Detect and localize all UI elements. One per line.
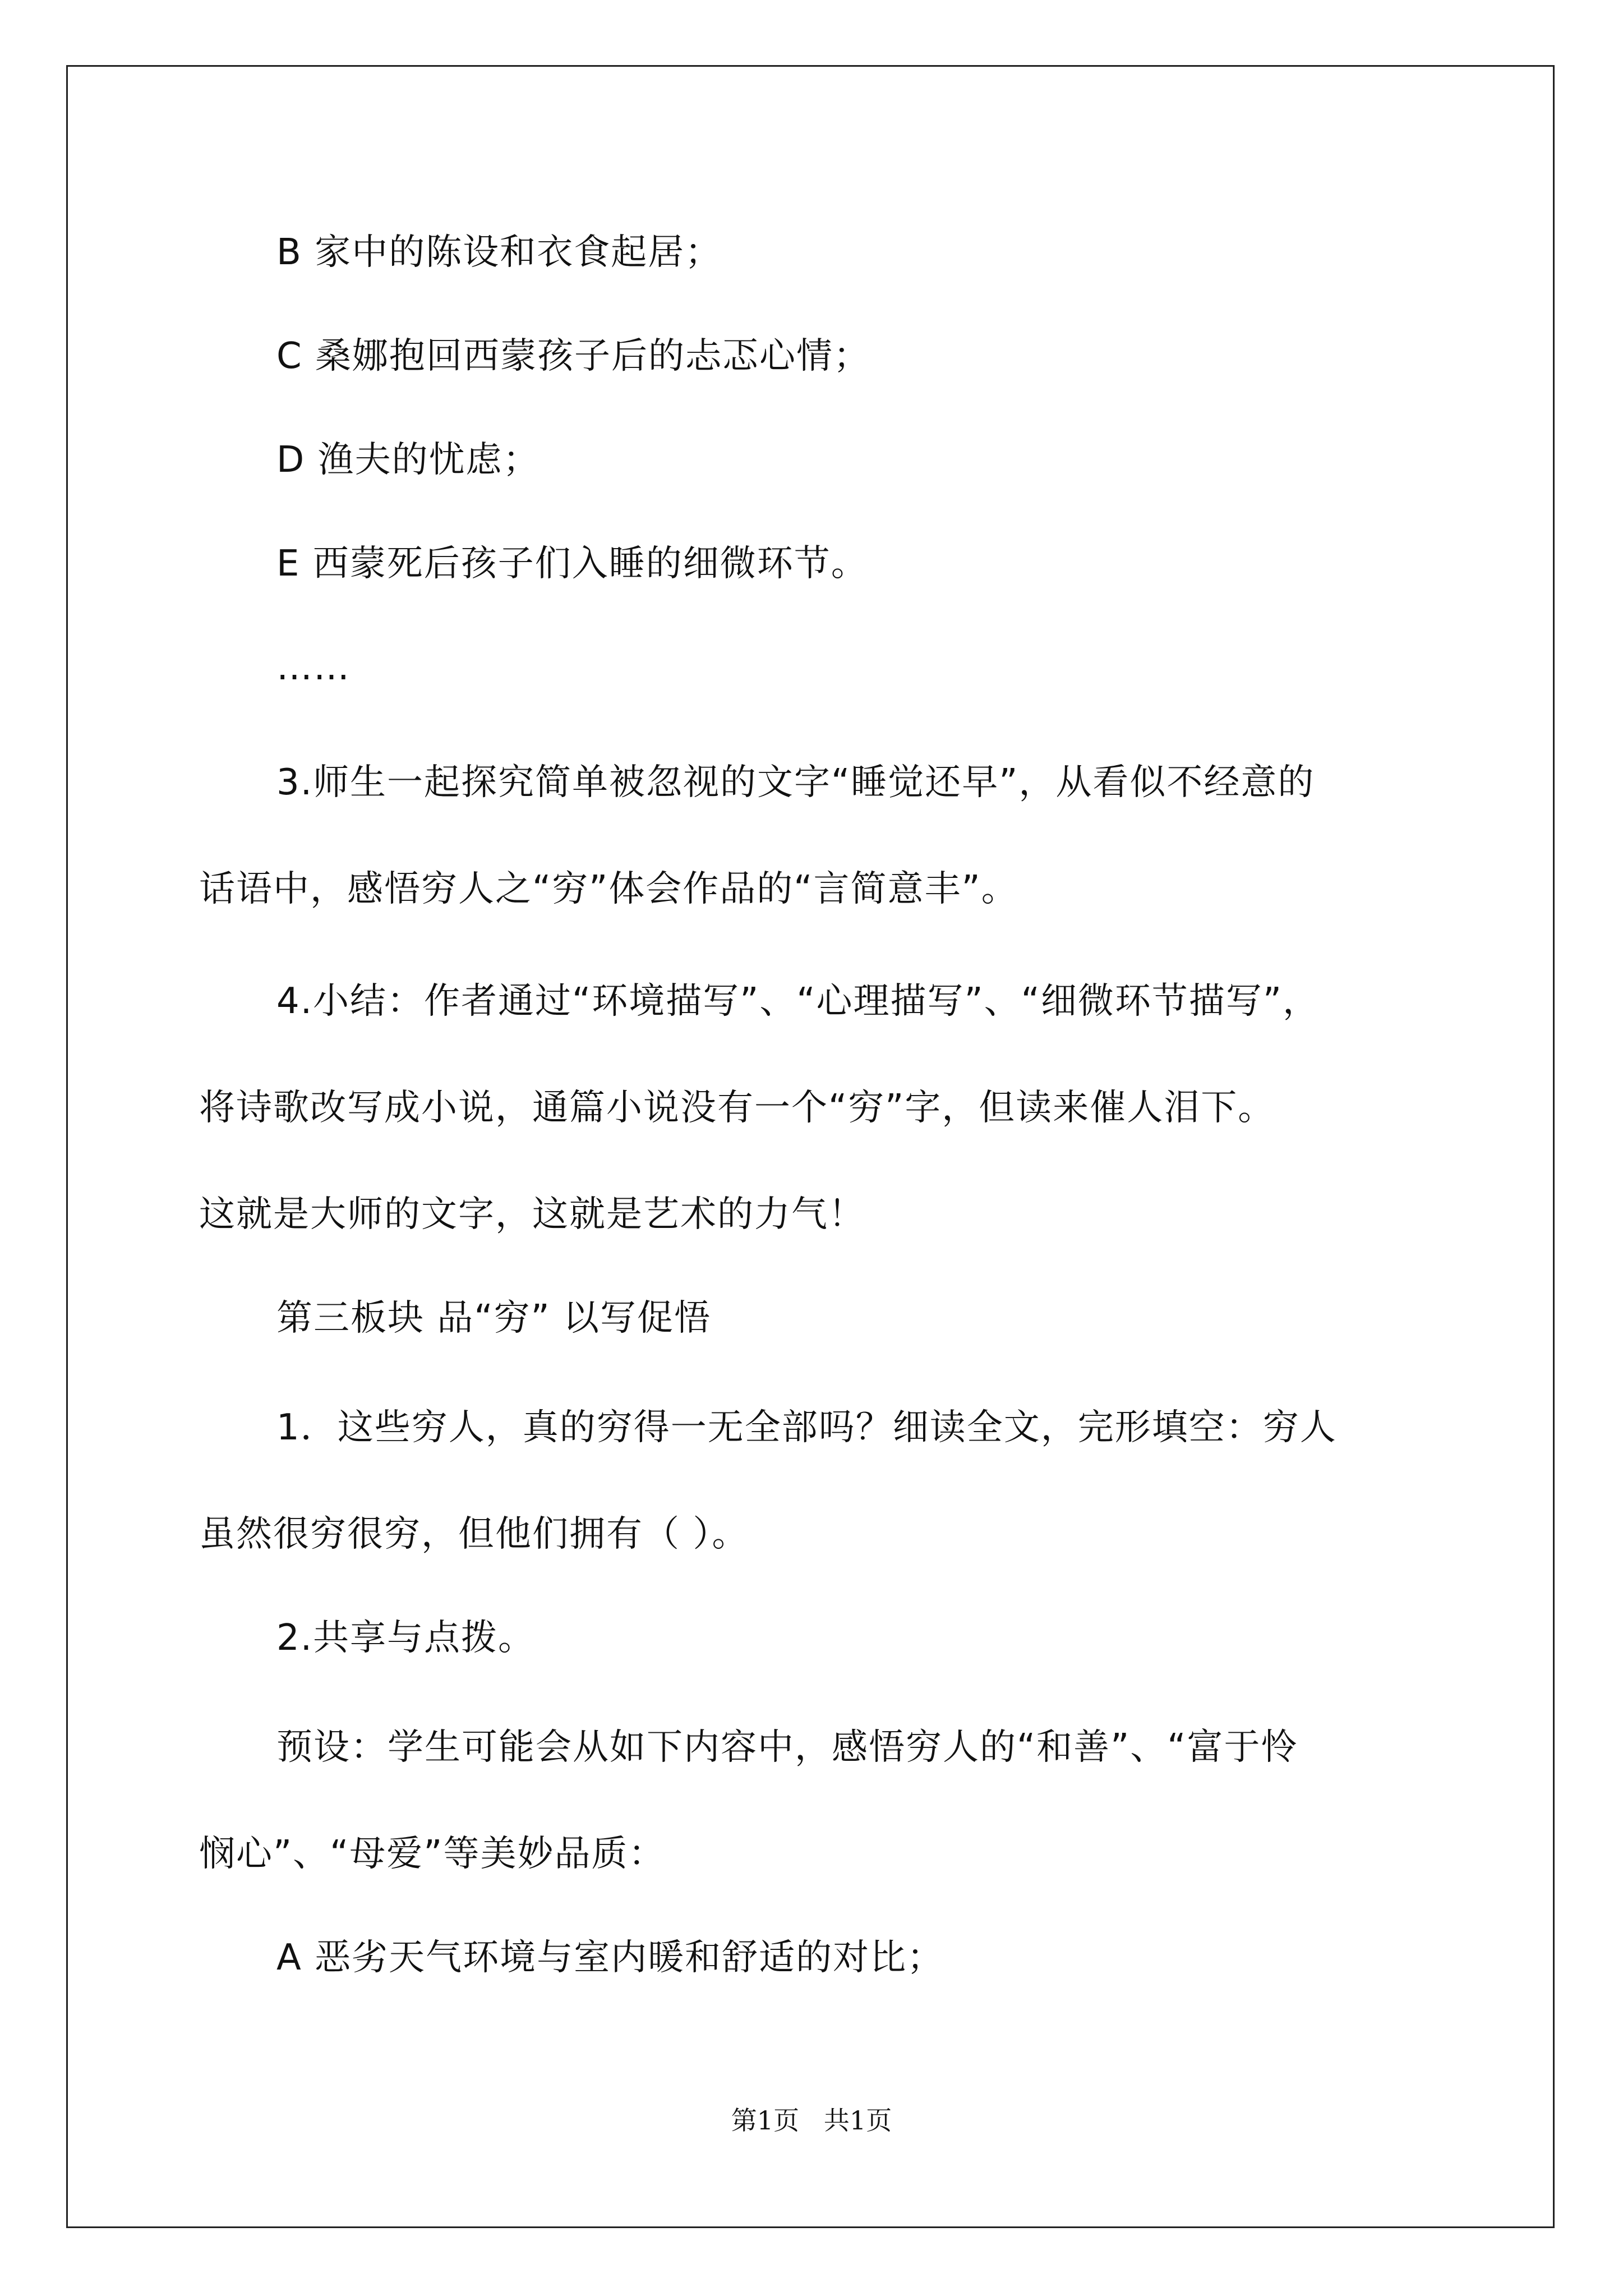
page-footer: 第1页 共1页 (731, 2105, 892, 2136)
paragraph-3-line-1: 3.师生一起探究简单被忽视的文字“睡觉还早”，从看似不经意的 (276, 762, 1315, 803)
item-2-line: 2.共享与点拨。 (276, 1617, 536, 1659)
question-1-line-2: 虽然很穷很穷，但他们拥有（ ）。 (199, 1513, 749, 1555)
option-c-line: C 桑娜抱回西蒙孩子后的忐忑心情； (276, 335, 871, 377)
option-e-line: E 西蒙死后孩子们入睡的细微环节。 (276, 543, 868, 585)
option-d-line: D 渔夫的忧虑； (276, 439, 540, 481)
option-b-line: B 家中的陈设和衣食起居； (276, 232, 722, 273)
page-border (66, 65, 1555, 2228)
paragraph-4-line-3: 这就是大师的文字，这就是艺术的力气！ (199, 1194, 865, 1235)
ellipsis-line: …… (276, 647, 351, 688)
preset-line-1: 预设：学生可能会从如下内容中，感悟穷人的“和善”、“富于怜 (276, 1727, 1298, 1768)
preset-line-2: 悯心”、“母爱”等美妙品质： (199, 1833, 666, 1875)
option-a-line: A 恶劣天气环境与室内暖和舒适的对比； (276, 1937, 944, 1978)
section-heading: 第三板块 品“穷” 以写促悟 (276, 1297, 711, 1339)
paragraph-3-line-2: 话语中，感悟穷人之“穷”体会作品的“言简意丰”。 (199, 868, 1018, 910)
paragraph-4-line-2: 将诗歌改写成小说，通篇小说没有一个“穷”字，但读来催人泪下。 (199, 1087, 1275, 1129)
question-1-line-1: 1．这些穷人，真的穷得一无全部吗？细读全文，完形填空：穷人 (276, 1407, 1337, 1448)
paragraph-4-line-1: 4.小结：作者通过“环境描写”、“心理描写”、“细微环节描写”， (276, 981, 1320, 1022)
